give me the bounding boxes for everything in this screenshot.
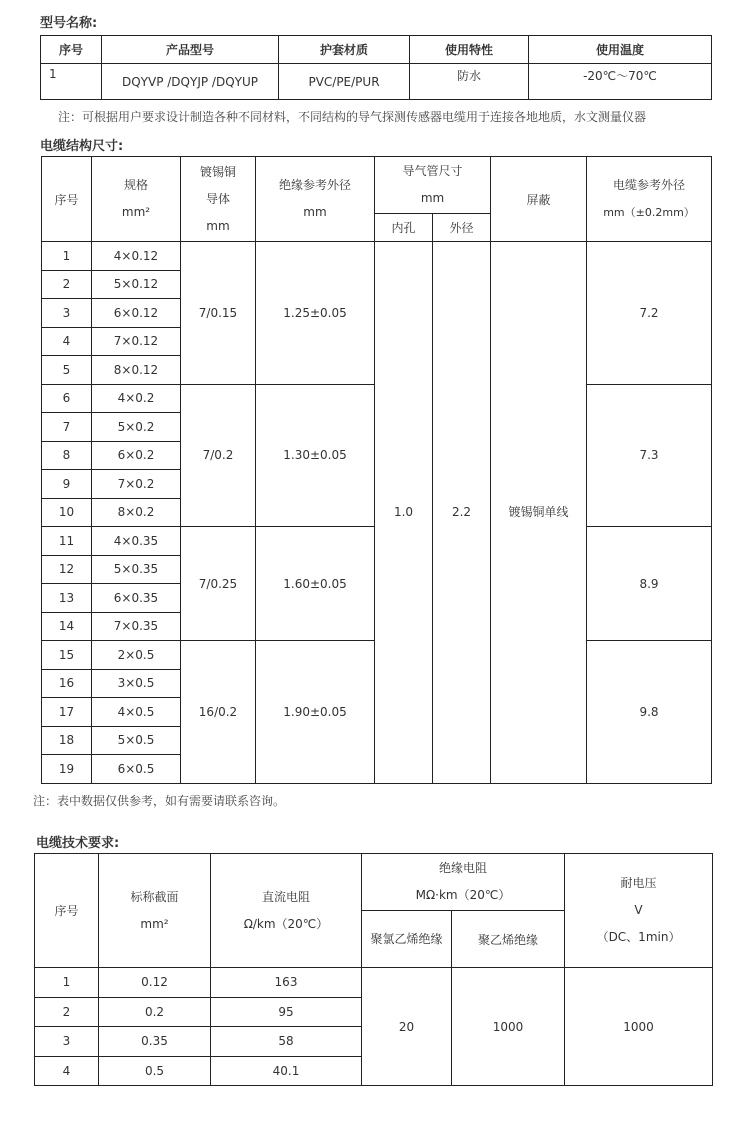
structure-cell-spec: 7×0.35 <box>92 612 181 641</box>
tech-header-ins: 绝缘电阻 MΩ·km（20℃） <box>362 854 565 911</box>
tech-cell-seq: 2 <box>35 997 99 1027</box>
structure-cell-seq: 11 <box>42 527 92 556</box>
structure-cell-conductor: 7/0.15 <box>181 242 256 385</box>
structure-cell-seq: 16 <box>42 669 92 698</box>
structure-header-spec: 规格 mm² <box>92 157 181 242</box>
tech-cell-area: 0.2 <box>99 997 211 1027</box>
structure-cell-insulation: 1.30±0.05 <box>256 384 375 527</box>
structure-cell-spec: 2×0.5 <box>92 641 181 670</box>
structure-cell-seq: 15 <box>42 641 92 670</box>
structure-cell-seq: 2 <box>42 270 92 299</box>
structure-cell-seq: 7 <box>42 413 92 442</box>
tech-cell-dc: 95 <box>211 997 362 1027</box>
structure-cell-cable-od: 7.3 <box>587 384 712 527</box>
tech-header-area: 标称截面 mm² <box>99 854 211 968</box>
structure-cell-spec: 8×0.2 <box>92 498 181 527</box>
tech-cell-area: 0.12 <box>99 968 211 998</box>
tech-row <box>35 968 713 998</box>
structure-cell-conductor: 7/0.25 <box>181 527 256 641</box>
structure-cell-outer: 2.2 <box>433 242 491 784</box>
structure-cell-spec: 6×0.2 <box>92 441 181 470</box>
tech-heading: 电缆技术要求: <box>36 836 120 851</box>
structure-cell-spec: 4×0.2 <box>92 384 181 413</box>
structure-note: 注：表中数据仅供参考，如有需要请联系咨询。 <box>33 794 286 808</box>
structure-header-airtube: 导气管尺寸 mm <box>375 157 491 214</box>
tech-cell-seq: 3 <box>35 1027 99 1057</box>
tech-header-pe: 聚乙烯绝缘 <box>452 911 565 968</box>
structure-cell-seq: 6 <box>42 384 92 413</box>
tech-header-dc: 直流电阻 Ω/km（20℃） <box>211 854 362 968</box>
structure-header-seq: 序号 <box>42 157 92 242</box>
structure-cell-seq: 14 <box>42 612 92 641</box>
structure-cell-cable-od: 8.9 <box>587 527 712 641</box>
model-header-seq: 序号 <box>41 36 102 64</box>
structure-cell-spec: 4×0.12 <box>92 242 181 271</box>
structure-cell-seq: 19 <box>42 755 92 784</box>
model-header-feature: 使用特性 <box>410 36 529 64</box>
tech-header-pvc: 聚氯乙烯绝缘 <box>362 911 452 968</box>
structure-cell-spec: 5×0.2 <box>92 413 181 442</box>
tech-cell-pe: 1000 <box>452 968 565 1086</box>
model-table <box>40 35 712 100</box>
structure-cell-seq: 3 <box>42 299 92 328</box>
tech-header-volt: 耐电压 V （DC、1min） <box>565 854 713 968</box>
structure-header-conductor: 镀锡铜 导体 mm <box>181 157 256 242</box>
structure-cell-seq: 5 <box>42 356 92 385</box>
structure-cell-spec: 5×0.35 <box>92 555 181 584</box>
structure-header-inner: 内孔 <box>375 214 433 242</box>
tech-cell-dc: 40.1 <box>211 1056 362 1086</box>
structure-cell-cable-od: 9.8 <box>587 641 712 784</box>
structure-cell-conductor: 7/0.2 <box>181 384 256 527</box>
structure-cell-seq: 12 <box>42 555 92 584</box>
model-cell-product: DQYVP /DQYJP /DQYUP <box>102 64 279 100</box>
structure-cell-seq: 18 <box>42 726 92 755</box>
tech-table <box>34 853 713 1086</box>
model-cell-seq: 1 <box>41 64 102 100</box>
structure-cell-spec: 7×0.12 <box>92 327 181 356</box>
tech-cell-dc: 163 <box>211 968 362 998</box>
structure-cell-shield: 镀锡铜单线 <box>491 242 587 784</box>
structure-cell-seq: 10 <box>42 498 92 527</box>
model-header-sheath: 护套材质 <box>279 36 410 64</box>
structure-row <box>42 242 712 271</box>
structure-cell-insulation: 1.90±0.05 <box>256 641 375 784</box>
structure-cell-seq: 8 <box>42 441 92 470</box>
structure-cell-seq: 13 <box>42 584 92 613</box>
structure-cell-spec: 3×0.5 <box>92 669 181 698</box>
model-cell-feature: 防水 <box>410 64 529 100</box>
structure-cell-inner: 1.0 <box>375 242 433 784</box>
structure-cell-spec: 6×0.12 <box>92 299 181 328</box>
structure-table <box>41 156 712 784</box>
structure-cell-spec: 6×0.35 <box>92 584 181 613</box>
model-cell-temp: -20℃～70℃ <box>529 64 712 100</box>
structure-header-outer: 外径 <box>433 214 491 242</box>
structure-cell-spec: 4×0.5 <box>92 698 181 727</box>
structure-cell-cable-od: 7.2 <box>587 242 712 385</box>
tech-header-seq: 序号 <box>35 854 99 968</box>
structure-cell-spec: 5×0.12 <box>92 270 181 299</box>
tech-cell-volt: 1000 <box>565 968 713 1086</box>
structure-cell-seq: 1 <box>42 242 92 271</box>
tech-cell-pvc: 20 <box>362 968 452 1086</box>
tech-cell-dc: 58 <box>211 1027 362 1057</box>
model-cell-sheath: PVC/PE/PUR <box>279 64 410 100</box>
model-note: 注：可根据用户要求设计制造各种不同材料，不同结构的导气探测传感器电缆用于连接各地地质，水文测量仪器 <box>58 110 647 124</box>
structure-cell-spec: 6×0.5 <box>92 755 181 784</box>
tech-cell-area: 0.5 <box>99 1056 211 1086</box>
model-heading: 型号名称: <box>40 16 98 31</box>
model-header-temp: 使用温度 <box>529 36 712 64</box>
structure-cell-seq: 9 <box>42 470 92 499</box>
structure-cell-seq: 4 <box>42 327 92 356</box>
structure-header-cable-od: 电缆参考外径 mm（±0.2mm） <box>587 157 712 242</box>
tech-cell-seq: 4 <box>35 1056 99 1086</box>
structure-cell-insulation: 1.25±0.05 <box>256 242 375 385</box>
structure-header-shield: 屏蔽 <box>491 157 587 242</box>
structure-cell-spec: 7×0.2 <box>92 470 181 499</box>
structure-cell-seq: 17 <box>42 698 92 727</box>
structure-cell-spec: 4×0.35 <box>92 527 181 556</box>
structure-cell-spec: 8×0.12 <box>92 356 181 385</box>
structure-header-insulation: 绝缘参考外径 mm <box>256 157 375 242</box>
model-header-product: 产品型号 <box>102 36 279 64</box>
tech-cell-area: 0.35 <box>99 1027 211 1057</box>
structure-cell-conductor: 16/0.2 <box>181 641 256 784</box>
structure-cell-insulation: 1.60±0.05 <box>256 527 375 641</box>
tech-cell-seq: 1 <box>35 968 99 998</box>
structure-heading: 电缆结构尺寸: <box>40 139 124 154</box>
structure-cell-spec: 5×0.5 <box>92 726 181 755</box>
